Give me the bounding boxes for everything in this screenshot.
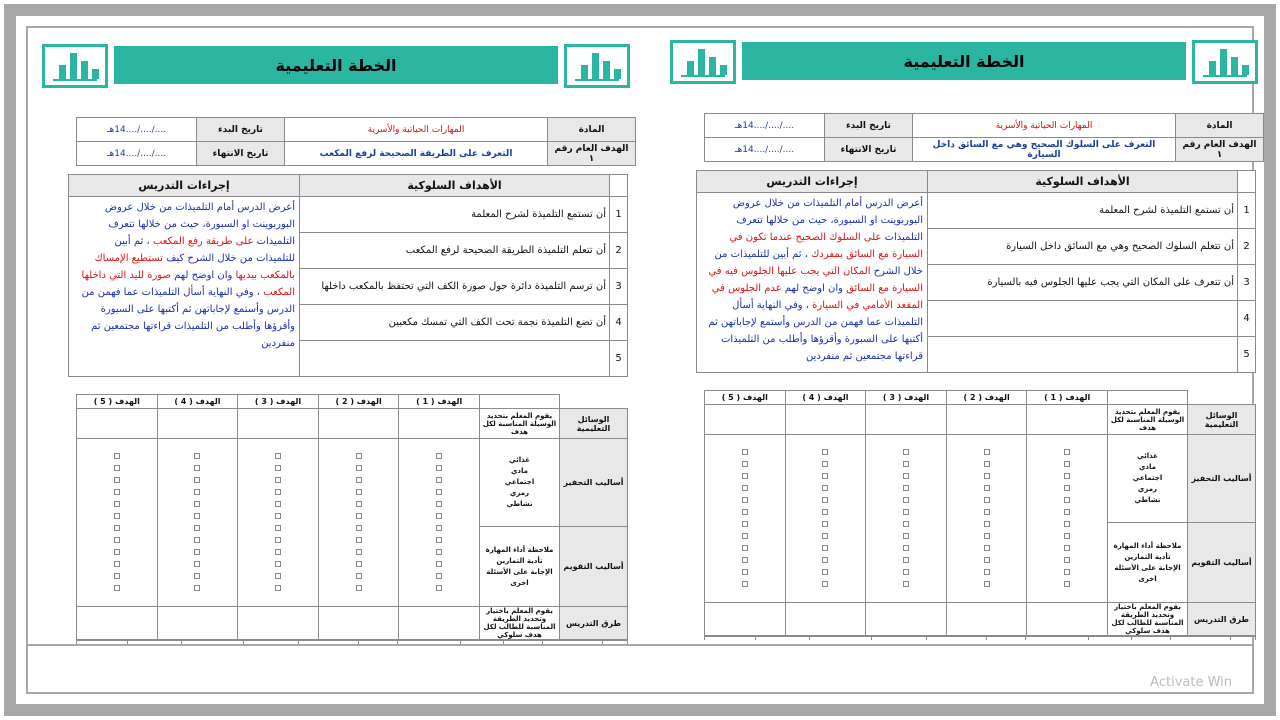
footer-header xyxy=(1088,637,1131,641)
checkbox[interactable] xyxy=(742,461,748,467)
checkbox[interactable] xyxy=(1064,461,1070,467)
checkbox[interactable] xyxy=(742,473,748,479)
checkbox[interactable] xyxy=(194,489,200,495)
checkbox[interactable] xyxy=(822,509,828,515)
checkbox[interactable] xyxy=(903,521,909,527)
checkbox-column[interactable] xyxy=(399,439,480,607)
checkbox[interactable] xyxy=(114,453,120,459)
checkbox[interactable] xyxy=(822,485,828,491)
checkbox[interactable] xyxy=(903,485,909,491)
checkbox[interactable] xyxy=(275,585,281,591)
checkbox[interactable] xyxy=(114,477,120,483)
checkbox[interactable] xyxy=(984,557,990,563)
checkbox[interactable] xyxy=(903,533,909,539)
checkbox[interactable] xyxy=(275,549,281,555)
procedure-segment: المكان التي يجب عليها الجلوس فيه في السيارة مع السائق xyxy=(708,266,923,294)
end-date-label: تاريخ الانتهاء xyxy=(825,138,913,162)
procedure-segment: عدم الجلوس في المقعد الأمامي في السيارة xyxy=(711,283,923,311)
plan-title: الخطة التعليمية xyxy=(742,42,1186,80)
goal-column-header: الهدف ( 2 ) xyxy=(946,391,1027,405)
footer-header xyxy=(755,637,810,641)
checkbox[interactable] xyxy=(194,513,200,519)
checkbox[interactable] xyxy=(114,465,120,471)
checkbox[interactable] xyxy=(194,465,200,471)
subject-label: المادة xyxy=(548,118,636,142)
checkbox[interactable] xyxy=(822,557,828,563)
subject-value: المهارات الحياتية والأسرية xyxy=(913,114,1176,138)
footer-header xyxy=(1131,637,1170,641)
checkbox[interactable] xyxy=(822,581,828,587)
checkbox[interactable] xyxy=(275,465,281,471)
goal-column-header: الهدف ( 3 ) xyxy=(238,395,319,409)
checkbox[interactable] xyxy=(194,585,200,591)
goal-column-header: الهدف ( 4 ) xyxy=(785,391,866,405)
chart-logo-icon xyxy=(564,44,630,88)
checkbox[interactable] xyxy=(114,537,120,543)
procedure-segment: صورة لليد التي داخلها المكعب xyxy=(81,270,295,298)
goal-number: 1 xyxy=(1238,193,1256,229)
checkbox[interactable] xyxy=(275,561,281,567)
footer-header xyxy=(872,637,927,641)
checkbox[interactable] xyxy=(114,501,120,507)
goal-column-header: الهدف ( 2 ) xyxy=(318,395,399,409)
checkbox[interactable] xyxy=(822,473,828,479)
end-date-value: ..../..../....14هـ xyxy=(77,142,197,166)
procedure-segment: وان اوضح لهم xyxy=(781,283,847,294)
objectives-table xyxy=(696,170,1256,373)
checkbox[interactable] xyxy=(984,569,990,575)
checkbox[interactable] xyxy=(436,501,442,507)
checkbox[interactable] xyxy=(1064,485,1070,491)
procedure-segment: ، وفي النهاية أسأل التلميذات عما فهمن من الدرس وأستمع لإجاباتهن ثم أكتبها على السبورة وأقرؤها وأطلب من التلميذات قراءتها مجتمعين ثم منفردين xyxy=(708,300,923,362)
checkbox-column[interactable] xyxy=(318,439,399,607)
checkbox[interactable] xyxy=(275,513,281,519)
checkbox[interactable] xyxy=(275,489,281,495)
assessment-list: ملاحظة أداء المهارة تأدية التمارين الإجابة على الأسئلة اخرى xyxy=(1108,523,1188,603)
info-table xyxy=(704,113,1264,162)
checkbox[interactable] xyxy=(436,561,442,567)
goal-number: 5 xyxy=(1238,337,1256,373)
checkbox[interactable] xyxy=(984,581,990,587)
assessment-label: أساليب التقويم xyxy=(1188,523,1256,603)
subject-value: المهارات الحياتية والأسرية xyxy=(285,118,548,142)
chart-logo-icon xyxy=(42,44,108,88)
start-date-value: ..../..../....14هـ xyxy=(705,114,825,138)
procedures-header: إجراءات التدريس xyxy=(697,171,928,193)
reinforcement-label: أساليب التحفيز xyxy=(560,439,628,527)
goal-text: أن تتعلم السلوك الصحيح وهي مع السائق داخل السيارة xyxy=(928,229,1238,265)
goal-text: أن تستمع التلميذة لشرح المعلمة xyxy=(928,193,1238,229)
checkbox[interactable] xyxy=(822,497,828,503)
goal-column-header: الهدف ( 3 ) xyxy=(866,391,947,405)
goal-column-header: الهدف ( 5 ) xyxy=(77,395,158,409)
checkbox[interactable] xyxy=(194,561,200,567)
end-date-value: ..../..../....14هـ xyxy=(705,138,825,162)
checkbox[interactable] xyxy=(114,489,120,495)
goal-number: 3 xyxy=(610,269,628,305)
checkbox[interactable] xyxy=(114,513,120,519)
behavior-header: الأهداف السلوكية xyxy=(928,171,1238,193)
checkbox[interactable] xyxy=(275,477,281,483)
checkbox[interactable] xyxy=(984,473,990,479)
procedures-text xyxy=(69,197,300,377)
footer-side-label xyxy=(1230,637,1255,641)
checkbox[interactable] xyxy=(903,497,909,503)
checkbox-column[interactable] xyxy=(238,439,319,607)
checkbox[interactable] xyxy=(742,533,748,539)
goal-column-header: الهدف ( 1 ) xyxy=(1027,391,1108,405)
checkbox[interactable] xyxy=(984,449,990,455)
checkbox-column[interactable] xyxy=(946,435,1027,603)
start-date-value: ..../..../....14هـ xyxy=(77,118,197,142)
goal-column-header: الهدف ( 5 ) xyxy=(705,391,786,405)
checkbox[interactable] xyxy=(114,561,120,567)
reinforcement-list: غذائي مادي اجتماعي رمزي نشاطي xyxy=(1108,435,1188,523)
procedures-text xyxy=(697,193,928,373)
checkbox[interactable] xyxy=(742,545,748,551)
footer-header xyxy=(810,637,872,641)
footer-header xyxy=(1026,637,1088,641)
checkbox[interactable] xyxy=(275,501,281,507)
checkbox[interactable] xyxy=(1064,533,1070,539)
checkbox[interactable] xyxy=(356,525,362,531)
checkbox[interactable] xyxy=(114,525,120,531)
footer-header xyxy=(926,637,986,641)
checkbox[interactable] xyxy=(1064,473,1070,479)
checkbox[interactable] xyxy=(984,509,990,515)
checkbox[interactable] xyxy=(903,557,909,563)
inner-frame xyxy=(26,26,1257,694)
procedure-segment: تستطيع الإمساك بالمكعب بيديها xyxy=(94,253,295,281)
checkbox[interactable] xyxy=(903,449,909,455)
aids-note: يقوم المعلم بتحديد الوسيلة المناسبة لكل هدف xyxy=(480,409,560,439)
checkbox[interactable] xyxy=(822,461,828,467)
checkbox[interactable] xyxy=(1064,581,1070,587)
plan-title: الخطة التعليمية xyxy=(114,46,558,84)
goal-number: 2 xyxy=(1238,229,1256,265)
subject-label: المادة xyxy=(1176,114,1264,138)
checkbox[interactable] xyxy=(356,453,362,459)
checkbox[interactable] xyxy=(436,585,442,591)
checkbox-column[interactable] xyxy=(77,439,158,607)
checkbox[interactable] xyxy=(984,521,990,527)
checkbox[interactable] xyxy=(984,461,990,467)
goal-text: أن ترسم التلميذة دائرة حول صورة الكف التي تحتفظ بالمكعب داخلها xyxy=(300,269,610,305)
checkbox[interactable] xyxy=(742,581,748,587)
checkbox[interactable] xyxy=(903,569,909,575)
procedure-segment: أعرض الدرس أمام التلميذات من خلال عروض البوربوينت او السبورة، حيث من خلالها تتعرف التلميذات xyxy=(732,198,923,243)
checkbox[interactable] xyxy=(903,545,909,551)
footer-header xyxy=(705,637,756,641)
checkbox[interactable] xyxy=(194,537,200,543)
checkbox[interactable] xyxy=(1064,509,1070,515)
plan-header xyxy=(42,44,630,100)
chart-logo-icon xyxy=(670,40,736,84)
checkbox[interactable] xyxy=(194,525,200,531)
checkbox[interactable] xyxy=(1064,545,1070,551)
goal-number: 1 xyxy=(610,197,628,233)
checkbox[interactable] xyxy=(742,449,748,455)
checkbox[interactable] xyxy=(356,549,362,555)
goal-text: أن تتعرف على المكان التي يجب عليها الجلوس فيه بالسيارة xyxy=(928,265,1238,301)
general-goal-label: الهدف العام رقم ١ xyxy=(1176,138,1264,162)
checkbox[interactable] xyxy=(275,537,281,543)
teaching-methods-label: طرق التدريس xyxy=(560,607,628,640)
goal-number: 4 xyxy=(610,305,628,341)
checkbox[interactable] xyxy=(984,497,990,503)
checkbox[interactable] xyxy=(194,549,200,555)
checkbox-column[interactable] xyxy=(1027,435,1108,603)
start-date-label: تاريخ البدء xyxy=(197,118,285,142)
checkbox[interactable] xyxy=(356,561,362,567)
checkbox[interactable] xyxy=(436,453,442,459)
checkbox[interactable] xyxy=(742,509,748,515)
checkbox[interactable] xyxy=(436,525,442,531)
aids-label: الوسائل التعليمية xyxy=(1188,405,1256,435)
checkbox[interactable] xyxy=(742,569,748,575)
checkbox[interactable] xyxy=(356,573,362,579)
checkbox[interactable] xyxy=(436,537,442,543)
reinforcement-label: أساليب التحفيز xyxy=(1188,435,1256,523)
general-goal-value: التعرف على السلوك الصحيح وهي مع السائق داخل السيارة xyxy=(913,138,1176,162)
evaluation-table xyxy=(704,390,1256,640)
checkbox[interactable] xyxy=(903,473,909,479)
checkbox[interactable] xyxy=(436,573,442,579)
checkbox[interactable] xyxy=(984,533,990,539)
end-date-label: تاريخ الانتهاء xyxy=(197,142,285,166)
checkbox-column[interactable] xyxy=(705,435,786,603)
checkbox[interactable] xyxy=(903,581,909,587)
goal-number: 2 xyxy=(610,233,628,269)
goal-text xyxy=(928,301,1238,337)
footer-row-label xyxy=(1170,637,1230,641)
checkbox[interactable] xyxy=(1064,521,1070,527)
checkbox[interactable] xyxy=(356,513,362,519)
checkbox-column[interactable] xyxy=(157,439,238,607)
aids-label: الوسائل التعليمية xyxy=(560,409,628,439)
procedure-segment: وان اوضح لهم xyxy=(170,270,236,281)
general-goal-label: الهدف العام رقم ١ xyxy=(548,142,636,166)
checkbox[interactable] xyxy=(114,585,120,591)
checkbox[interactable] xyxy=(742,557,748,563)
footer-header xyxy=(987,637,1026,641)
teaching-methods-label: طرق التدريس xyxy=(1188,603,1256,636)
chart-logo-icon xyxy=(1192,40,1258,84)
info-table xyxy=(76,117,636,166)
checkbox[interactable] xyxy=(903,461,909,467)
checkbox[interactable] xyxy=(114,549,120,555)
procedures-header: إجراءات التدريس xyxy=(69,175,300,197)
goal-number: 5 xyxy=(610,341,628,377)
checkbox[interactable] xyxy=(1064,497,1070,503)
checkbox[interactable] xyxy=(822,545,828,551)
plan-page-right xyxy=(664,28,1264,640)
checkbox[interactable] xyxy=(436,465,442,471)
checkbox[interactable] xyxy=(984,485,990,491)
checkbox[interactable] xyxy=(356,477,362,483)
checkbox[interactable] xyxy=(275,453,281,459)
aids-note: يقوم المعلم بتحديد الوسيلة المناسبة لكل هدف xyxy=(1108,405,1188,435)
checkbox[interactable] xyxy=(742,521,748,527)
assessment-label: أساليب التقويم xyxy=(560,527,628,607)
start-date-label: تاريخ البدء xyxy=(825,114,913,138)
checkbox-column[interactable] xyxy=(866,435,947,603)
checkbox[interactable] xyxy=(194,501,200,507)
checkbox[interactable] xyxy=(1064,557,1070,563)
checkbox[interactable] xyxy=(356,585,362,591)
goal-text: أن تستمع التلميذة لشرح المعلمة xyxy=(300,197,610,233)
procedure-segment: ، ثم أبين للتلميذات من خلال الشرح xyxy=(714,249,923,277)
checkbox[interactable] xyxy=(822,533,828,539)
procedure-segment: ، ثم أبين للتلميذات من خلال الشرح كيف xyxy=(114,236,295,264)
checkbox[interactable] xyxy=(1064,449,1070,455)
checkbox[interactable] xyxy=(356,489,362,495)
checkbox[interactable] xyxy=(356,465,362,471)
teaching-methods-note: يقوم المعلم باختيار وتحديد الطريقة المناسبة للطالب لكل هدف سلوكي xyxy=(1108,603,1188,636)
checkbox[interactable] xyxy=(356,501,362,507)
checkbox[interactable] xyxy=(436,549,442,555)
plan-page-left xyxy=(36,32,636,644)
checkbox[interactable] xyxy=(903,509,909,515)
behavior-header: الأهداف السلوكية xyxy=(300,175,610,197)
checkbox[interactable] xyxy=(275,525,281,531)
checkbox-column[interactable] xyxy=(785,435,866,603)
slide-frame xyxy=(4,4,1276,716)
procedure-segment: على طريقة رفع المكعب xyxy=(152,236,254,247)
general-goal-value: التعرف على الطريقة الصحيحة لرفع المكعب xyxy=(285,142,548,166)
checkbox[interactable] xyxy=(436,489,442,495)
checkbox[interactable] xyxy=(1064,569,1070,575)
goal-column-header: الهدف ( 4 ) xyxy=(157,395,238,409)
checkbox[interactable] xyxy=(114,573,120,579)
evaluation-table xyxy=(76,394,628,644)
assessment-list: ملاحظة أداء المهارة تأدية التمارين الإجابة على الأسئلة اخرى xyxy=(480,527,560,607)
procedure-segment: على السلوك الصحيح عندما تكون في السيارة مع السائق بمفردك xyxy=(729,232,923,260)
checkbox[interactable] xyxy=(436,513,442,519)
checkbox[interactable] xyxy=(356,537,362,543)
checkbox[interactable] xyxy=(275,573,281,579)
goal-text: أن تضع التلميذة نجمة تحت الكف التي تمسك مكعبين xyxy=(300,305,610,341)
objectives-table xyxy=(68,174,628,377)
procedure-segment: ، وفي النهاية أسأل التلميذات عما فهمن من الدرس وأستمع لإجاباتهن ثم أكتبها على السبورة وأقرؤها وأطلب من التلميذات قراءتها مجتمعين ثم منفردين xyxy=(81,287,295,349)
watermark-text: Activate Win xyxy=(1150,675,1232,690)
goal-text xyxy=(928,337,1238,373)
teaching-methods-note: يقوم المعلم باختيار وتحديد الطريقة المناسبة للطالب لكل هدف سلوكي xyxy=(480,607,560,640)
checkbox[interactable] xyxy=(822,521,828,527)
plan-header xyxy=(670,40,1258,96)
checkbox[interactable] xyxy=(822,569,828,575)
goal-number: 4 xyxy=(1238,301,1256,337)
checkbox[interactable] xyxy=(822,449,828,455)
checkbox[interactable] xyxy=(742,485,748,491)
checkbox[interactable] xyxy=(984,545,990,551)
goal-number: 3 xyxy=(1238,265,1256,301)
goal-text xyxy=(300,341,610,377)
checkbox[interactable] xyxy=(436,477,442,483)
reinforcement-list: غذائي مادي اجتماعي رمزي نشاطي xyxy=(480,439,560,527)
goal-column-header: الهدف ( 1 ) xyxy=(399,395,480,409)
checkbox[interactable] xyxy=(194,477,200,483)
procedure-segment: أعرض الدرس أمام التلميذات من خلال عروض البوربوينت او السبورة، حيث من خلالها تتعرف التلميذات xyxy=(104,202,295,247)
checkbox[interactable] xyxy=(194,573,200,579)
goal-text: أن تتعلم التلميذة الطريقة الصحيحة لرفع المكعب xyxy=(300,233,610,269)
checkbox[interactable] xyxy=(742,497,748,503)
checkbox[interactable] xyxy=(194,453,200,459)
bottom-strip xyxy=(28,644,1252,692)
